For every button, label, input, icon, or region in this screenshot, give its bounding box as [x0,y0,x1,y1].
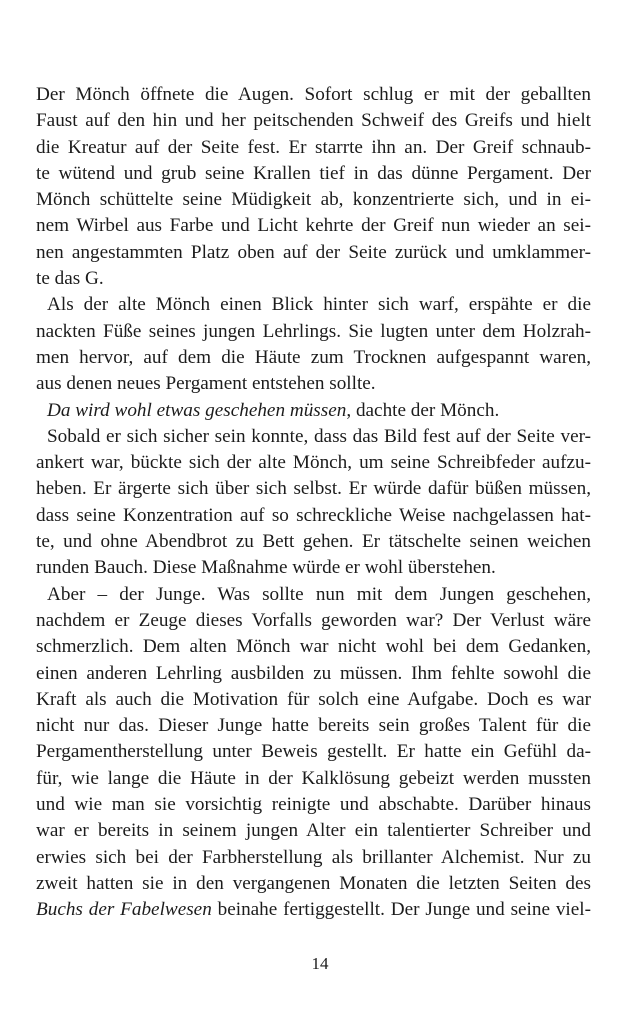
text-line: heben. Er ärgerte sich über sich selbst. Er würde dafür büßen müssen, [36,478,591,500]
text-line: erwies sich bei der Farbherstellung als brillanter Alchemist. Nur zu [36,846,591,868]
text-line: aus denen neues Pergament entstehen sollte. [36,373,376,395]
italic-thought: Da wird wohl etwas geschehen müssen [47,399,347,421]
text-line: runden Bauch. Diese Maßnahme würde er wohl überstehen. [36,557,496,579]
text-line: nachdem er Zeuge dieses Vorfalls geworden war? Der Verlust wäre [36,609,591,631]
text-line: te, und ohne Abendbrot zu Bett gehen. Er tätschelte seinen weichen [36,531,591,553]
text-line: Als der alte Mönch einen Blick hinter sich warf, erspähte er die [47,294,591,316]
text-line [36,897,591,923]
text-line: dass seine Konzentration auf so schreckliche Weise nachgelassen hat- [36,504,591,526]
text-line: nicht nur das. Dieser Junge hatte bereits sein großes Talent für die [36,715,591,737]
text-line: te das G. [36,268,104,290]
text-line: Pergamentherstellung unter Beweis gestellt. Er hatte ein Gefühl da- [36,741,591,763]
text-line [36,398,591,424]
text-line: für, wie lange die Häute in der Kalklösung gebeizt werden mussten [36,767,591,789]
text-line: nackten Füße seines jungen Lehrlings. Sie lugten unter dem Holzrah- [36,320,591,342]
text-line: ankert war, bückte sich der alte Mönch, um seine Schreibfeder aufzu- [36,452,591,474]
text-line: Der Mönch öffnete die Augen. Sofort schlug er mit der geballten [36,84,591,105]
text-line: zweit hatten sie in den vergangenen Monaten die letzten Seiten des [36,872,591,894]
text-line: Aber – der Junge. Was sollte nun mit dem Jungen geschehen, [47,583,591,605]
text-line: war er bereits in seinem jungen Alter ein talentierter Schreiber und [36,820,591,842]
text-line: einen anderen Lehrling ausbilden zu müssen. Ihm fehlte sowohl die [36,662,591,684]
text-line: nen angestammten Platz oben auf der Seite zurück und umklammer- [36,241,591,263]
text-line: Kraft als auch die Motivation für solch eine Aufgabe. Doch es war [36,688,591,710]
book-title: Buchs der Fabelwesen [36,899,212,921]
body-text [36,82,591,924]
text-line: te wütend und grub seine Krallen tief in das dünne Pergament. Der [36,162,591,184]
text-line: men hervor, auf dem die Häute zum Trocknen aufgespannt waren, [36,346,591,368]
text-line: und wie man sie vorsichtig reinigte und abschabte. Darüber hinaus [36,794,591,816]
text-line: Sobald er sich sicher sein konnte, dass das Bild fest auf der Seite ver- [47,425,591,447]
text-line: nem Wirbel aus Farbe und Licht kehrte der Greif nun wieder an sei- [36,215,591,237]
text-fragment: beinahe fertiggestellt. Der Junge und seine viel- [211,899,591,921]
text-line: schmerzlich. Dem alten Mönch war nicht wohl bei dem Gedanken, [36,636,591,658]
text-line: Mönch schüttelte seine Müdigkeit ab, konzentrierte sich, und in ei- [36,189,591,211]
text-line: die Kreatur auf der Seite fest. Er starrte ihn an. Der Greif schnaub- [36,136,591,158]
text-fragment: , dachte der Mönch. [346,399,500,421]
page-number: 14 [311,954,329,973]
text-line: Faust auf den hin und her peitschenden Schweif des Greifs und hielt [36,110,591,132]
